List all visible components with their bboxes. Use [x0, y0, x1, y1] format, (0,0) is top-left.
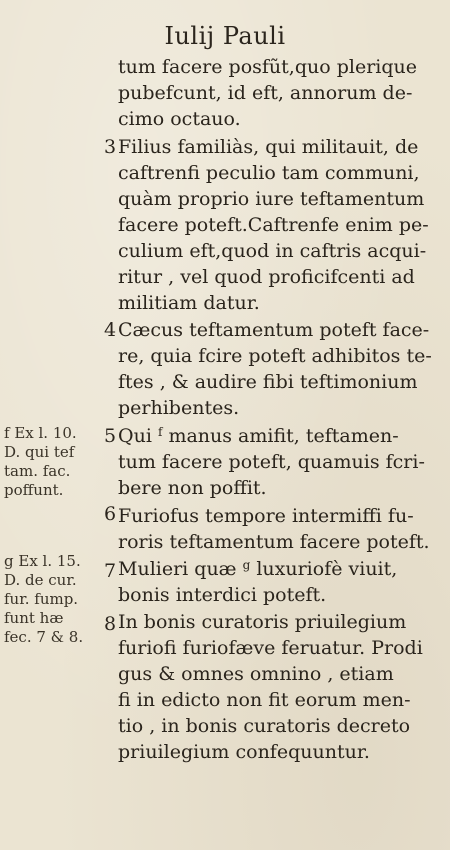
text-line: ritur , vel quod proficifcenti ad: [118, 266, 415, 288]
text-line: Cæcus teftamentum poteft face-: [118, 319, 430, 341]
text-line: caftrenfi peculio tam communi,: [118, 162, 420, 184]
text-line: gus & omnes omnino , etiam: [118, 663, 394, 685]
text-line: In bonis curatoris priuilegium: [118, 611, 407, 633]
text-line: perhibentes.: [118, 397, 240, 419]
text-fragment: manus amifit, teftamen-: [168, 425, 399, 447]
text-line: ftes , & audire fibi teftimonium: [118, 371, 418, 393]
text-line: priuilegium confequuntur.: [118, 741, 370, 763]
text-line: fi in edicto non fit eorum men-: [118, 689, 411, 711]
margin-note-line: fur. fump.: [4, 590, 79, 608]
paragraph-number: 3: [103, 136, 117, 158]
margin-note-line: f Ex l. 10.: [4, 424, 77, 442]
text-line: re, quia fcire poteft adhibitos te-: [118, 345, 432, 367]
paragraph-number: 7: [103, 560, 117, 582]
text-line: facere poteft.Caftrenfe enim pe-: [118, 214, 429, 236]
margin-note-line: tam. fac.: [4, 462, 71, 480]
text-line: bere non poffit.: [118, 477, 267, 499]
paragraph-number: 4: [103, 319, 117, 341]
margin-note-line: g Ex l. 15.: [4, 552, 81, 570]
margin-note-line: poffunt.: [4, 481, 64, 499]
text-line: [118, 425, 399, 447]
text-fragment: Qui: [118, 425, 152, 447]
text-line: tum facere posfũt,quo plerique: [118, 56, 417, 78]
margin-note-line: D. qui tef: [4, 443, 75, 461]
text-line: furiofi furiofæve feruatur. Prodi: [118, 637, 423, 659]
footnote-marker: g: [242, 558, 251, 572]
margin-note-line: funt hæ: [4, 609, 64, 627]
text-line: culium eft,quod in caftris acqui-: [118, 240, 427, 262]
paragraph-number: 6: [103, 503, 117, 525]
margin-note-line: D. de cur.: [4, 571, 77, 589]
text-line: quàm proprio iure teftamentum: [118, 188, 425, 210]
text-line: cimo octauo.: [118, 108, 241, 130]
text-line: tio , in bonis curatoris decreto: [118, 715, 411, 737]
paragraph-number: 5: [103, 425, 117, 447]
paragraph-number: 8: [103, 613, 117, 635]
text-line: roris teftamentum facere poteft.: [118, 531, 430, 553]
running-head: Iulij Pauli: [164, 22, 286, 50]
text-line: pubefcunt, id eft, annorum de-: [118, 82, 413, 104]
text-line: Furiofus tempore intermiffi fu-: [118, 505, 414, 527]
text-fragment: Mulieri quæ: [118, 558, 237, 580]
text-line: bonis interdici poteft.: [118, 584, 327, 606]
text-line: [118, 558, 397, 580]
footnote-marker: f: [157, 425, 163, 439]
text-line: Filius familiàs, qui militauit, de: [118, 136, 419, 158]
text-fragment: luxuriofè viuit,: [256, 558, 398, 580]
text-line: tum facere poteft, quamuis fcri-: [118, 451, 425, 473]
text-line: militiam datur.: [118, 292, 260, 314]
margin-note-line: fec. 7 & 8.: [4, 628, 84, 646]
